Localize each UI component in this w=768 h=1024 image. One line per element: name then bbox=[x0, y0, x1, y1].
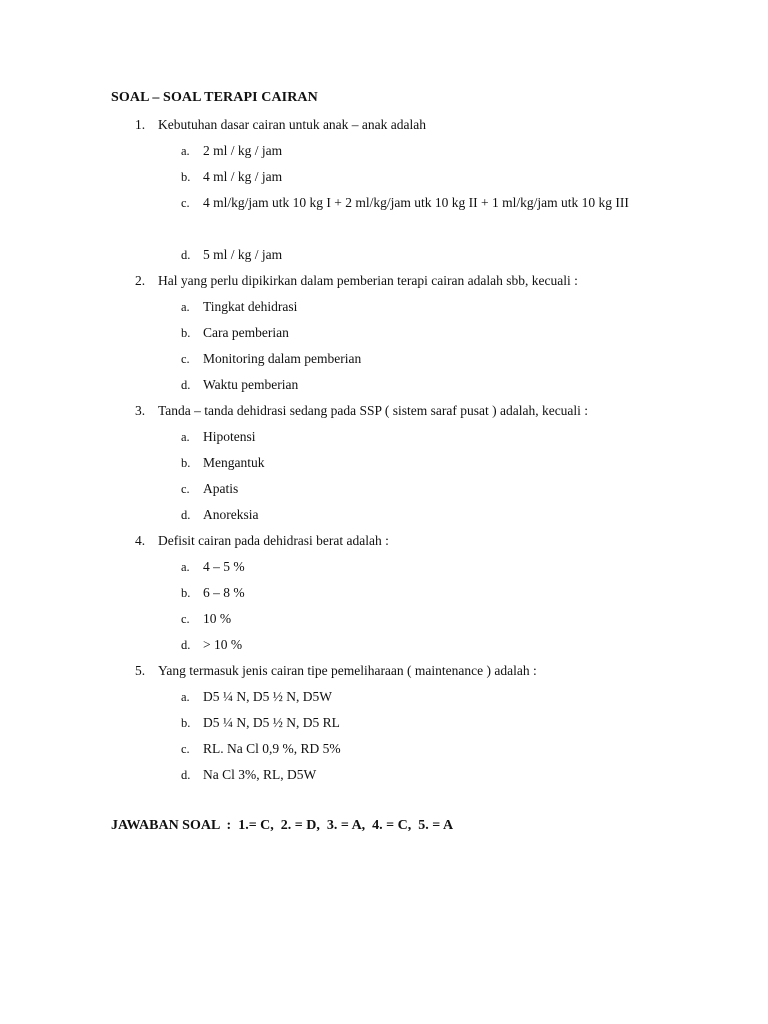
question-text: Yang termasuk jenis cairan tipe pemeliharaan ( maintenance ) adalah : bbox=[158, 663, 537, 678]
option-letter: d. bbox=[181, 508, 191, 522]
option-5d bbox=[0, 762, 768, 788]
option-text: 4 ml/kg/jam utk 10 kg I + 2 ml/kg/jam utk 10 kg II + 1 ml/kg/jam utk 10 kg III bbox=[203, 195, 629, 210]
question-number: 1. bbox=[135, 117, 146, 132]
option-letter: b. bbox=[181, 326, 191, 340]
option-letter: a. bbox=[181, 300, 190, 314]
option-letter: c. bbox=[181, 196, 190, 210]
option-text: Monitoring dalam pemberian bbox=[203, 351, 362, 366]
option-4c bbox=[0, 606, 768, 632]
option-letter: d. bbox=[181, 638, 191, 652]
option-3a bbox=[0, 424, 768, 450]
option-1a bbox=[0, 138, 768, 164]
option-text: Mengantuk bbox=[203, 455, 265, 470]
question-number: 4. bbox=[135, 533, 146, 548]
option-2c bbox=[0, 346, 768, 372]
option-letter: b. bbox=[181, 716, 191, 730]
option-letter: b. bbox=[181, 170, 191, 184]
option-letter: b. bbox=[181, 586, 191, 600]
question-text: Hal yang perlu dipikirkan dalam pemberian terapi cairan adalah sbb, kecuali : bbox=[158, 273, 578, 288]
option-text: RL. Na Cl 0,9 %, RD 5% bbox=[203, 741, 341, 756]
option-text: 5 ml / kg / jam bbox=[203, 247, 283, 262]
option-letter: c. bbox=[181, 612, 190, 626]
option-letter: c. bbox=[181, 742, 190, 756]
option-text: D5 ¼ N, D5 ½ N, D5W bbox=[203, 689, 332, 704]
answer-key: JAWABAN SOAL : 1.= C, 2. = D, 3. = A, 4. = C, 5. = A bbox=[111, 818, 454, 833]
option-letter: a. bbox=[181, 430, 190, 444]
page-title: SOAL – SOAL TERAPI CAIRAN bbox=[111, 90, 318, 105]
option-letter: d. bbox=[181, 248, 191, 262]
option-3d bbox=[0, 502, 768, 528]
question-text: Tanda – tanda dehidrasi sedang pada SSP ( sistem saraf pusat ) adalah, kecuali : bbox=[158, 403, 589, 418]
option-2d bbox=[0, 372, 768, 398]
option-text: Apatis bbox=[203, 481, 239, 496]
option-letter: d. bbox=[181, 768, 191, 782]
option-1d bbox=[0, 242, 768, 268]
option-2a bbox=[0, 294, 768, 320]
option-text: 4 – 5 % bbox=[203, 559, 245, 574]
option-3c bbox=[0, 476, 768, 502]
option-1b bbox=[0, 164, 768, 190]
question-text: Kebutuhan dasar cairan untuk anak – anak adalah bbox=[158, 117, 427, 132]
option-text: 6 – 8 % bbox=[203, 585, 245, 600]
option-4b bbox=[0, 580, 768, 606]
option-text: Waktu pemberian bbox=[203, 377, 299, 392]
option-text: > 10 % bbox=[203, 637, 243, 652]
option-text: Cara pemberian bbox=[203, 325, 289, 340]
option-letter: a. bbox=[181, 690, 190, 704]
option-text: Na Cl 3%, RL, D5W bbox=[203, 767, 317, 782]
option-letter: c. bbox=[181, 352, 190, 366]
option-text: D5 ¼ N, D5 ½ N, D5 RL bbox=[203, 715, 340, 730]
option-1c bbox=[0, 190, 768, 242]
option-5b bbox=[0, 710, 768, 736]
option-letter: a. bbox=[181, 144, 190, 158]
question-text: Defisit cairan pada dehidrasi berat adalah : bbox=[158, 533, 389, 548]
question-number: 5. bbox=[135, 663, 146, 678]
option-5c bbox=[0, 736, 768, 762]
option-4a bbox=[0, 554, 768, 580]
option-text: 10 % bbox=[203, 611, 232, 626]
option-text: Anoreksia bbox=[203, 507, 259, 522]
option-text: 4 ml / kg / jam bbox=[203, 169, 283, 184]
option-text: Tingkat dehidrasi bbox=[203, 299, 298, 314]
option-3b bbox=[0, 450, 768, 476]
option-letter: c. bbox=[181, 482, 190, 496]
option-letter: d. bbox=[181, 378, 191, 392]
option-text: 2 ml / kg / jam bbox=[203, 143, 283, 158]
option-5a bbox=[0, 684, 768, 710]
option-letter: a. bbox=[181, 560, 190, 574]
question-number: 3. bbox=[135, 403, 146, 418]
option-letter: b. bbox=[181, 456, 191, 470]
option-4d bbox=[0, 632, 768, 658]
option-text: Hipotensi bbox=[203, 429, 256, 444]
question-number: 2. bbox=[135, 273, 146, 288]
option-2b bbox=[0, 320, 768, 346]
